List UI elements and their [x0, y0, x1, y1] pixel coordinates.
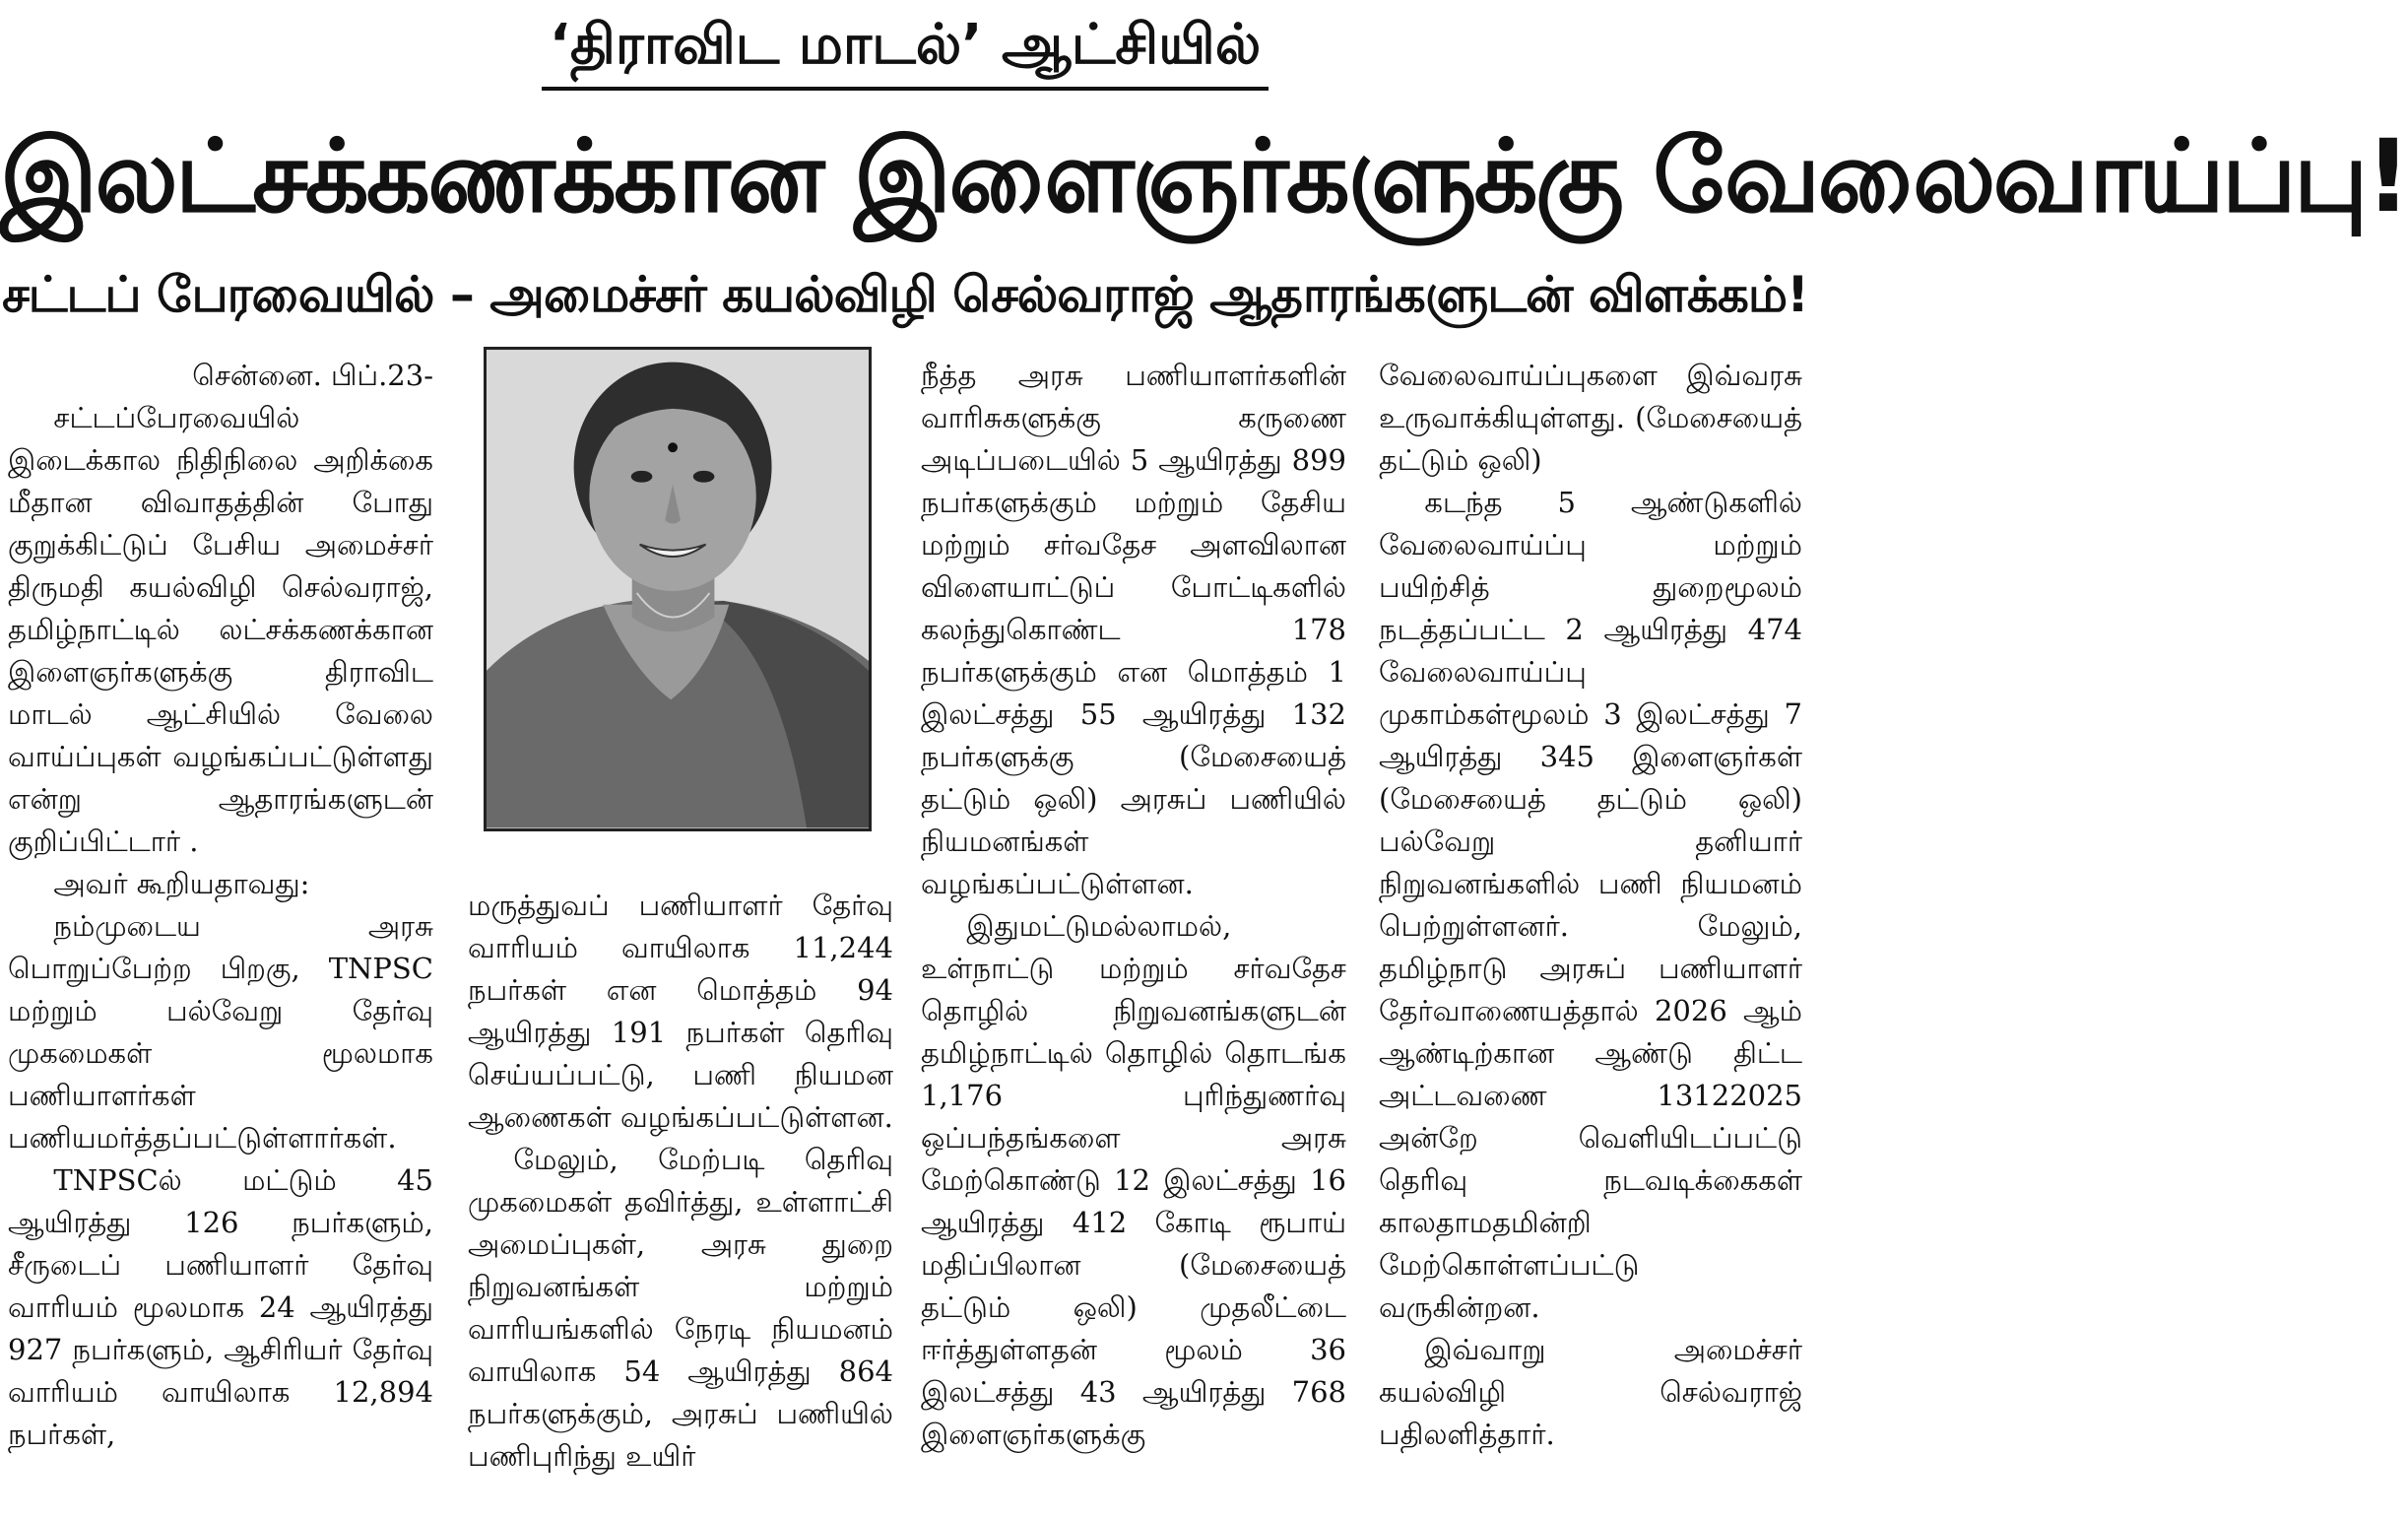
subheadline: சட்டப் பேரவையில் – அமைச்சர் கயல்விழி செல்வராஜ் ஆதாரங்களுடன் விளக்கம்! [2, 266, 1808, 323]
article-column-3 [921, 355, 1346, 1517]
article-paragraph: இவ்வாறு அமைச்சர் கயல்விழி செல்வராஜ் பதிலளித்தார். [1379, 1333, 1802, 1451]
portrait-image [487, 350, 869, 828]
headline: இலட்சக்கணக்கான இளைஞர்களுக்கு வேலைவாய்ப்பு! [0, 118, 2408, 235]
article-paragraph: இதுமட்டுமல்லாமல், உள்நாட்டு மற்றும் சர்வதேச தொழில் நிறுவனங்களுடன் தமிழ்நாட்டில் தொழில் தொடங்க 1,176 புரிந்துணர்வு ஒப்பந்தங்களை அரசு மேற்கொண்டு 12 இலட்சத்து 16 ஆயிரத்து 412 கோடி ரூபாய் மதிப்பிலான (மேசையைத் தட்டும் ஒலி) முதலீட்டை ஈர்த்துள்ளதன் மூலம் 36 இலட்சத்து 43 ஆயிரத்து 768 இளைஞர்களுக்கு [921, 909, 1346, 1451]
kicker-heading [0, 6, 1810, 91]
article-paragraph: வேலைவாய்ப்புகளை இவ்வரசு உருவாக்கியுள்ளது. (மேசையைத் தட்டும் ஒலி) [1379, 359, 1802, 477]
article-paragraph: கடந்த 5 ஆண்டுகளில் வேலைவாய்ப்பு மற்றும் பயிற்சித் துறைமூலம் நடத்தப்பட்ட 2 ஆயிரத்து 474 வேலைவாய்ப்பு முகாம்கள்மூலம் 3 இலட்சத்து 7 ஆயிரத்து 345 இளைஞர்கள் (மேசையைத் தட்டும் ஒலி) பல்வேறு தனியார் நிறுவனங்களில் பணி நியமனம் பெற்றுள்ளனர். மேலும், தமிழ்நாடு அரசுப் பணியாளர் தேர்வாணையத்தால் 2026 ஆம் ஆண்டிற்கான ஆண்டு திட்ட அட்டவணை 13122025 அன்றே வெளியிடப்பட்டு தெரிவு நடவடிக்கைகள் காலதாமதமின்றி மேற்கொள்ளப்பட்டு வருகின்றன. [1379, 486, 1802, 1324]
article-paragraph: நீத்த அரசு பணியாளர்களின் வாரிசுகளுக்கு கருணை அடிப்படையில் 5 ஆயிரத்து 899 நபர்களுக்கும் மற்றும் தேசிய மற்றும் சர்வதேச அளவிலான விளையாட்டுப் போட்டிகளில் கலந்துகொண்ட 178 நபர்களுக்கும் என மொத்தம் 1 இலட்சத்து 55 ஆயிரத்து 132 நபர்களுக்கு (மேசையைத் தட்டும் ஒலி) அரசுப் பணியில் நியமனங்கள் வழங்கப்பட்டுள்ளன. [921, 359, 1346, 900]
dateline: சென்னை. பிப்.23- [192, 359, 433, 392]
kicker-text: ‘திராவிட மாடல்’ ஆட்சியில் [542, 6, 1269, 91]
article-paragraph: சட்டப்பேரவையில் இடைக்கால நிதிநிலை அறிக்கை மீதான விவாதத்தின் போது குறுக்கிட்டுப் பேசிய அமைச்சர் திருமதி கயல்விழி செல்வராஜ், தமிழ்நாட்டில் லட்சக்கணக்கான இளைஞர்களுக்கு திராவிட மாடல் ஆட்சியில் வேலை வாய்ப்புகள் வழங்கப்பட்டுள்ளது என்று ஆதாரங்களுடன் குறிப்பிட்டார் . [8, 401, 433, 858]
article-paragraph: மேலும், மேற்படி தெரிவு முகமைகள் தவிர்த்து, உள்ளாட்சி அமைப்புகள், அரசு துறை நிறுவனங்கள் மற்றும் வாரியங்களில் நேரடி நியமனம் வாயிலாக 54 ஆயிரத்து 864 நபர்களுக்கும், அரசுப் பணியில் பணிபுரிந்து உயிர் [468, 1143, 893, 1473]
article-paragraph: TNPSCல் மட்டும் 45 ஆயிரத்து 126 நபர்களும், சீருடைப் பணியாளர் தேர்வு வாரியம் மூலமாக 24 ஆயிரத்து 927 நபர்களும், ஆசிரியர் தேர்வு வாரியம் வாயிலாக 12,894 நபர்கள், [8, 1163, 433, 1451]
article-column-4 [1379, 355, 1802, 1517]
article-column-1 [8, 355, 433, 1517]
article-paragraph: மருத்துவப் பணியாளர் தேர்வு வாரியம் வாயிலாக 11,244 நபர்கள் என மொத்தம் 94 ஆயிரத்து 191 நபர்கள் தெரிவு செய்யப்பட்டு, பணி நியமன ஆணைகள் வழங்கப்பட்டுள்ளன. [468, 889, 893, 1134]
minister-photo [484, 347, 872, 831]
article-column-2 [468, 885, 893, 1515]
article-paragraph: நம்முடைய அரசு பொறுப்பேற்ற பிறகு, TNPSC மற்றும் பல்வேறு தேர்வு முகமைகள் மூலமாக பணியாளர்கள் பணியமர்த்தப்பட்டுள்ளார்கள். [8, 909, 433, 1155]
article-paragraph: அவர் கூறியதாவது: [53, 867, 310, 900]
